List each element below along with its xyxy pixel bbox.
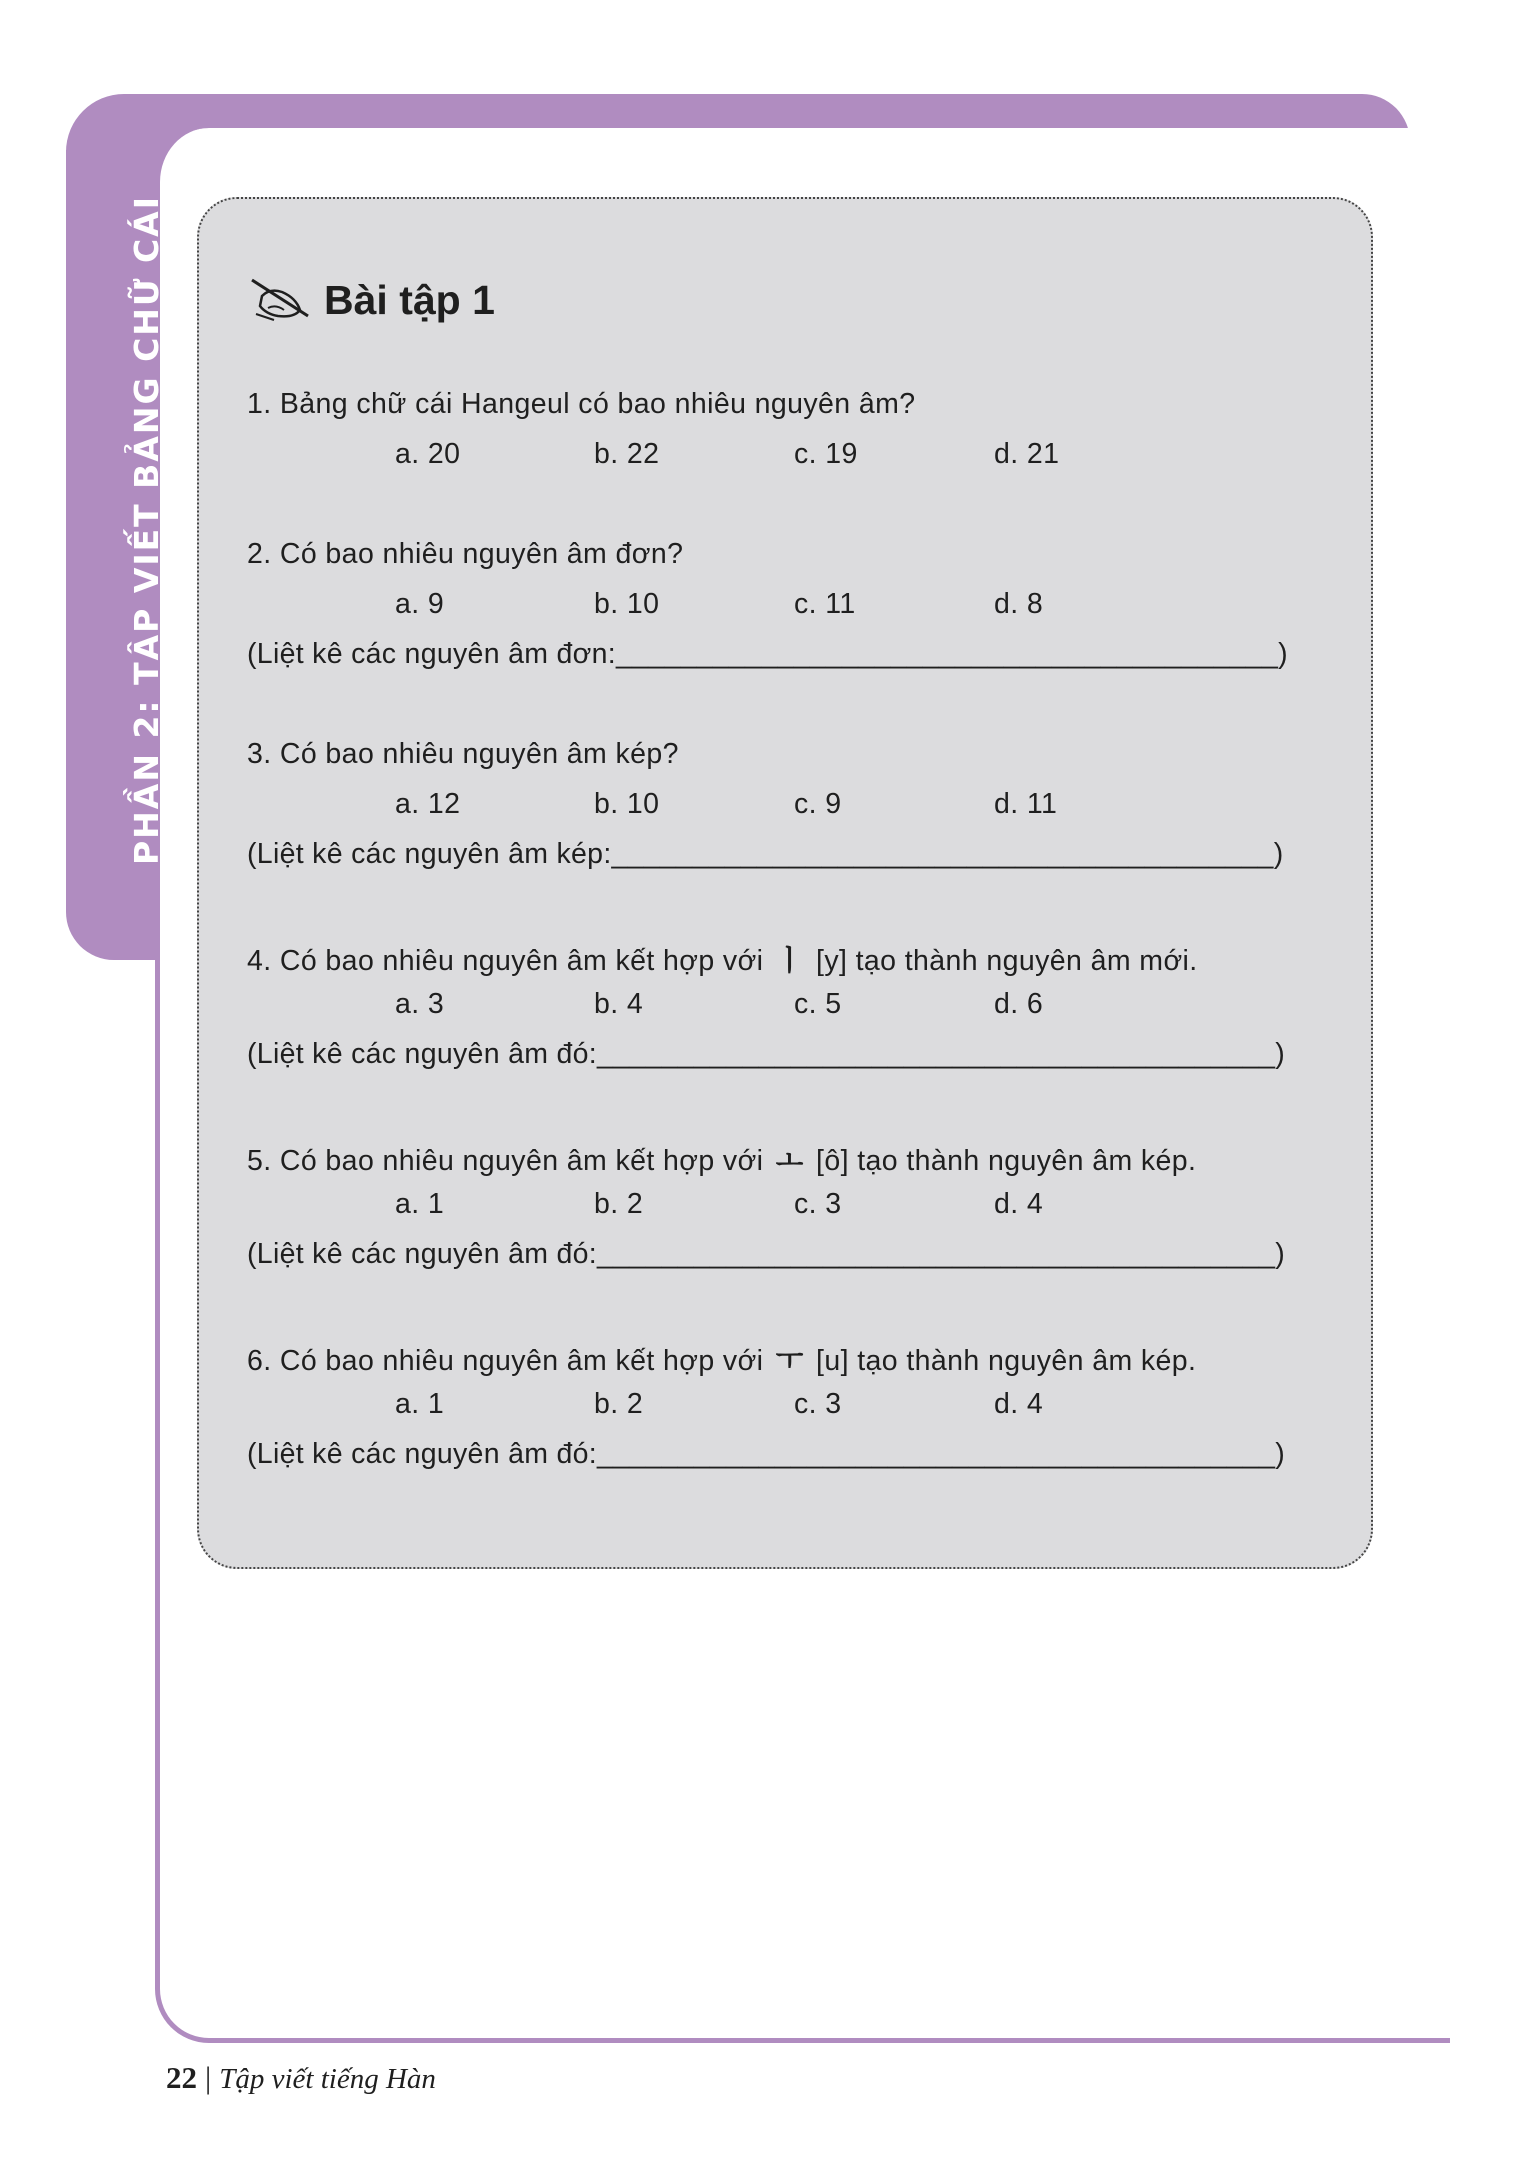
question-6-list-field[interactable]: (Liệt kê các nguyên âm đó:__________________________________________)	[247, 1438, 1286, 1470]
question-1-option-d[interactable]: d. 21	[994, 438, 1060, 470]
question-6-text-after: [u] tạo thành nguyên âm kép.	[816, 1345, 1197, 1377]
question-3: 3. Có bao nhiêu nguyên âm kép?	[247, 738, 679, 770]
question-6-text-before: 6. Có bao nhiêu nguyên âm kết hợp với	[247, 1345, 764, 1377]
question-3-option-b[interactable]: b. 10	[594, 788, 660, 820]
question-4	[247, 938, 1198, 979]
question-1-option-c[interactable]: c. 19	[794, 438, 858, 470]
question-6-hangul-glyph: ㅜ	[775, 1344, 804, 1377]
question-4-option-c[interactable]: c. 5	[794, 988, 842, 1020]
question-2-list-field[interactable]: (Liệt kê các nguyên âm đơn:_________________________________________)	[247, 638, 1288, 670]
exercise-title-text: Bài tập 1	[324, 276, 495, 323]
question-6-option-a[interactable]: a. 1	[395, 1388, 445, 1420]
question-5	[247, 1138, 1196, 1179]
question-5-text-after: [ô] tạo thành nguyên âm kép.	[816, 1145, 1197, 1177]
footer-separator: |	[205, 2060, 212, 2095]
question-3-list-field[interactable]: (Liệt kê các nguyên âm kép:_________________________________________)	[247, 838, 1284, 870]
question-4-option-d[interactable]: d. 6	[994, 988, 1044, 1020]
page-footer	[166, 2060, 436, 2096]
question-2-option-d[interactable]: d. 8	[994, 588, 1044, 620]
question-2-option-a[interactable]: a. 9	[395, 588, 445, 620]
question-1: 1. Bảng chữ cái Hangeul có bao nhiêu nguyên âm?	[247, 388, 916, 420]
exercise-title	[248, 276, 495, 324]
question-5-option-d[interactable]: d. 4	[994, 1188, 1044, 1220]
question-3-option-c[interactable]: c. 9	[794, 788, 842, 820]
page-number: 22	[166, 2060, 197, 2095]
question-3-option-d[interactable]: d. 11	[994, 788, 1058, 820]
question-4-list-field[interactable]: (Liệt kê các nguyên âm đó:__________________________________________)	[247, 1038, 1286, 1070]
question-5-option-a[interactable]: a. 1	[395, 1188, 445, 1220]
question-5-text-before: 5. Có bao nhiêu nguyên âm kết hợp với	[247, 1145, 764, 1177]
question-4-option-a[interactable]: a. 3	[395, 988, 445, 1020]
question-4-text-after: [y] tạo thành nguyên âm mới.	[816, 945, 1198, 977]
question-5-option-b[interactable]: b. 2	[594, 1188, 644, 1220]
pencil-hand-icon	[248, 276, 316, 324]
question-6-option-c[interactable]: c. 3	[794, 1388, 842, 1420]
question-4-text-before: 4. Có bao nhiêu nguyên âm kết hợp với	[247, 945, 764, 977]
question-6	[247, 1338, 1196, 1379]
question-6-option-b[interactable]: b. 2	[594, 1388, 644, 1420]
question-4-hangul-glyph: ㅣ	[775, 944, 804, 977]
question-6-option-d[interactable]: d. 4	[994, 1388, 1044, 1420]
question-2: 2. Có bao nhiêu nguyên âm đơn?	[247, 538, 684, 570]
question-4-option-b[interactable]: b. 4	[594, 988, 644, 1020]
question-1-option-a[interactable]: a. 20	[395, 438, 461, 470]
question-5-hangul-glyph: ㅗ	[775, 1144, 804, 1177]
question-1-option-b[interactable]: b. 22	[594, 438, 660, 470]
question-5-list-field[interactable]: (Liệt kê các nguyên âm đó:__________________________________________)	[247, 1238, 1286, 1270]
question-3-option-a[interactable]: a. 12	[395, 788, 461, 820]
question-2-option-b[interactable]: b. 10	[594, 588, 660, 620]
question-5-option-c[interactable]: c. 3	[794, 1188, 842, 1220]
book-title: Tập viết tiếng Hàn	[219, 2063, 436, 2095]
section-side-title: PHẦN 2: TẬP VIẾT BẢNG CHỮ CÁI	[127, 195, 166, 865]
question-2-option-c[interactable]: c. 11	[794, 588, 856, 620]
